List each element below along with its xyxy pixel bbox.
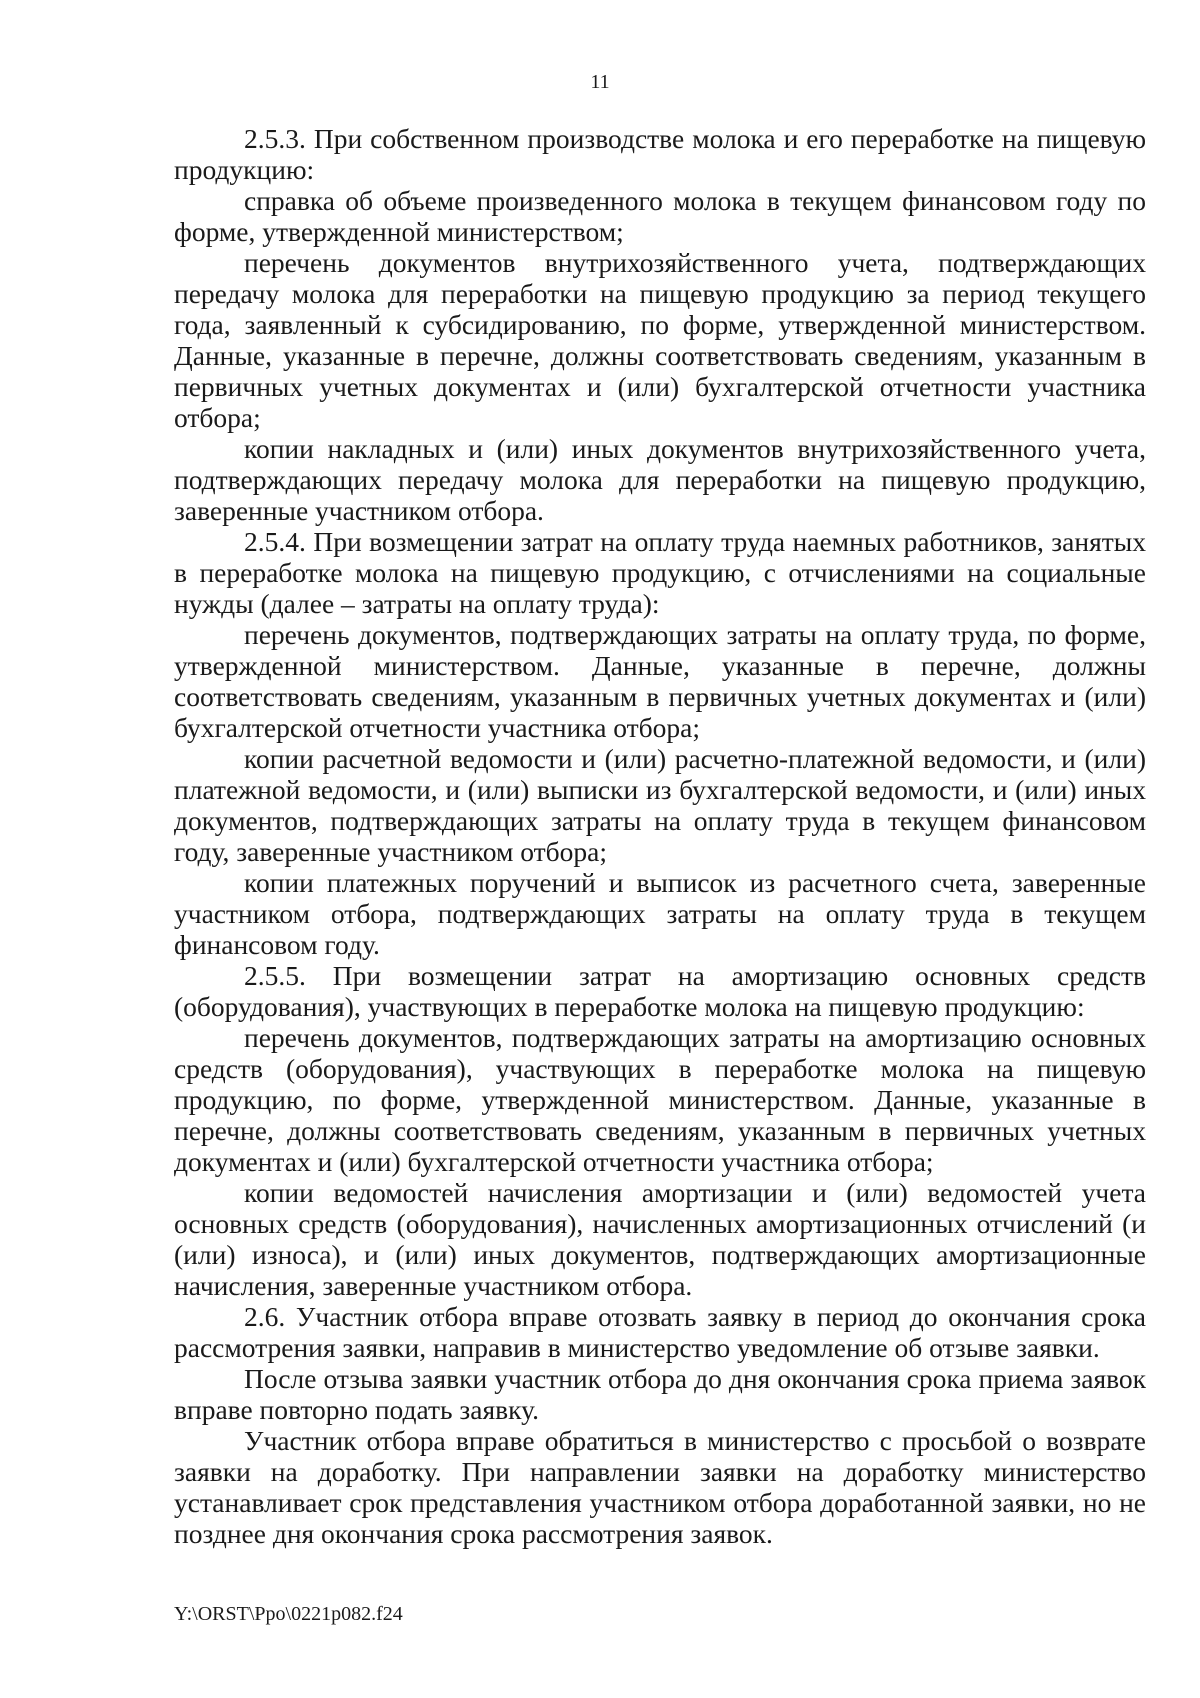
- page-number: 11: [590, 71, 610, 93]
- paragraph-return-for-revision: Участник отбора вправе обратиться в министерство с просьбой о возврате заявки на доработку. При направлении заявки на доработку министерство устанавливает срок представления участником отбора доработанной заявки, но не позднее дня окончания срока рассмотрения заявок.: [174, 1425, 1146, 1549]
- paragraph-payroll-copies: копии расчетной ведомости и (или) расчетно-платежной ведомости, и (или) платежной ведомости, и (или) выписки из бухгалтерской ведомости, и (или) иных документов, подтверждающих затраты на оплату труда в текущем финансовом году, заверенные участником отбора;: [174, 743, 1146, 867]
- paragraph-invoice-copies: копии накладных и (или) иных документов внутрихозяйственного учета, подтверждающих передачу молока для переработки на пищевую продукцию, заверенные участником отбора.: [174, 433, 1146, 526]
- paragraph-2-6: 2.6. Участник отбора вправе отозвать заявку в период до окончания срока рассмотрения заявки, направив в министерство уведомление об отзыве заявки.: [174, 1301, 1146, 1363]
- footer-file-path: Y:\ORST\Ppo\0221p082.f24: [174, 1603, 403, 1625]
- document-body: [174, 123, 1146, 1549]
- paragraph-labor-cost-list: перечень документов, подтверждающих затраты на оплату труда, по форме, утвержденной министерством. Данные, указанные в перечне, должны соответствовать сведениям, указанным в первичных учетных документах и (или) бухгалтерской отчетности участника отбора;: [174, 619, 1146, 743]
- paragraph-2-5-5: 2.5.5. При возмещении затрат на амортизацию основных средств (оборудования), участвующих в переработке молока на пищевую продукцию:: [174, 960, 1146, 1022]
- paragraph-payment-order-copies: копии платежных поручений и выписок из расчетного счета, заверенные участником отбора, подтверждающих затраты на оплату труда в текущем финансовом году.: [174, 867, 1146, 960]
- paragraph-depreciation-list: перечень документов, подтверждающих затраты на амортизацию основных средств (оборудования), участвующих в переработке молока на пищевую продукцию, по форме, утвержденной министерством. Данные, указанные в перечне, должны соответствовать сведениям, указанным в первичных учетных документах и (или) бухгалтерской отчетности участника отбора;: [174, 1022, 1146, 1177]
- paragraph-depreciation-copies: копии ведомостей начисления амортизации и (или) ведомостей учета основных средств (оборудования), начисленных амортизационных отчислений (и (или) износа), и (или) иных документов, подтверждающих амортизационные начисления, заверенные участником отбора.: [174, 1177, 1146, 1301]
- paragraph-milk-volume-certificate: справка об объеме произведенного молока в текущем финансовом году по форме, утвержденной министерством;: [174, 185, 1146, 247]
- paragraph-2-5-3: 2.5.3. При собственном производстве молока и его переработке на пищевую продукцию:: [174, 123, 1146, 185]
- paragraph-2-5-4: 2.5.4. При возмещении затрат на оплату труда наемных работников, занятых в переработке молока на пищевую продукцию, с отчислениями на социальные нужды (далее – затраты на оплату труда):: [174, 526, 1146, 619]
- paragraph-internal-accounting-list: перечень документов внутрихозяйственного учета, подтверждающих передачу молока для переработки на пищевую продукцию за период текущего года, заявленный к субсидированию, по форме, утвержденной министерством. Данные, указанные в перечне, должны соответствовать сведениям, указанным в первичных учетных документах и (или) бухгалтерской отчетности участника отбора;: [174, 247, 1146, 433]
- paragraph-resubmission: После отзыва заявки участник отбора до дня окончания срока приема заявок вправе повторно подать заявку.: [174, 1363, 1146, 1425]
